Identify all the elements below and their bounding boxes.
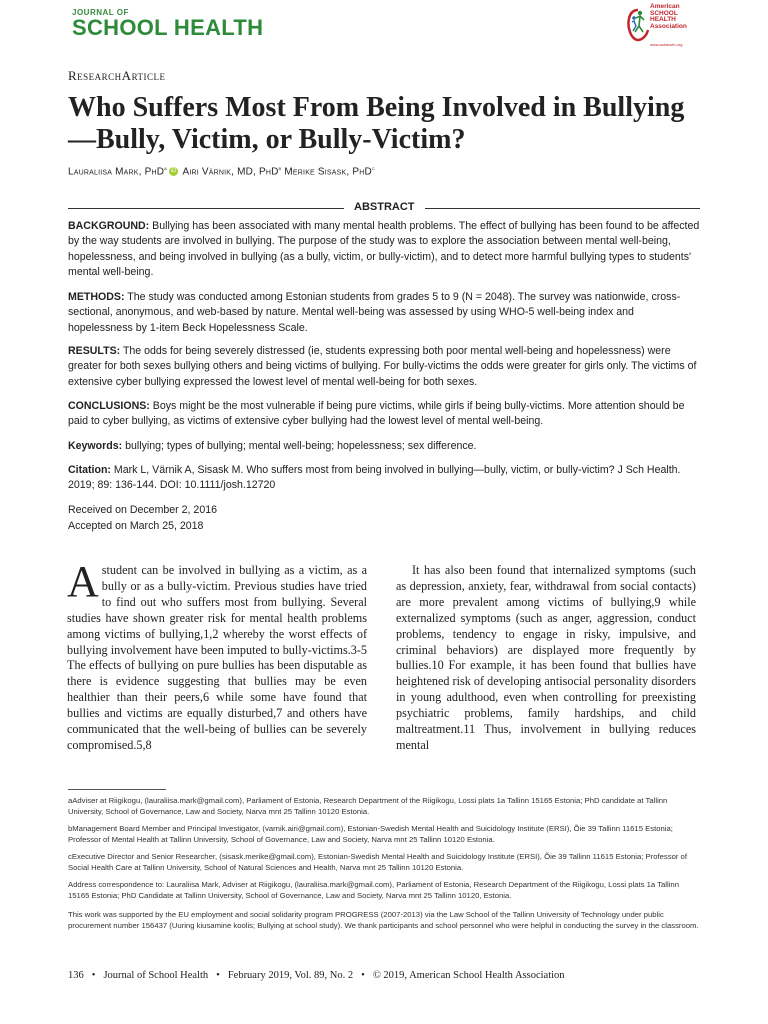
orcid-icon[interactable]: iD [170,168,177,175]
body-left-text: student can be involved in bullying as a victim, as a bully or as a bully-victim. Previous studies have tried to find out who suffers most from bullying. Several studies have shown greater risk for mental health problems among victims of bullying,1,2 whereby the worst effects of bullying involvement have been imputed to bully-victims.3-5 The effects of bullying on pure bullies has been disputable as there is evidence suggesting that bullies may be even healthier than their peers,6 while some have found that bullies and victims are equally disturbed,7 and others have communicated that the well-being of bullies can be severely compromised.5,8 [67,563,367,752]
background-label: BACKGROUND: [68,220,150,232]
journal-of-label: JOURNAL OF [72,8,129,17]
citation [68,463,700,494]
results-text: The odds for being severely distressed (ie, students expressing both poor mental well-being and hopelessness) were greater for both sexes bullying others and being victims of bullying. For bully-victims the odds were greater for girls only. The victims of extensive cyber bullying expressed the lowest level of mental well-being for both sexes. [68,345,697,388]
author-1: Lauraliisa Mark, PhD [68,166,165,178]
bullet-separator: • [216,970,220,981]
keywords-label: Keywords: [68,440,123,452]
conclusions-text: Boys might be the most vulnerable if being pure victims, while girls if being bully-victims. More attention should be paid to cyber bullying, as victims of extensive cyber bullying had the lowest level of mental well-being. [68,400,685,428]
citation-label: Citation: [68,464,111,476]
footer-copyright: © 2019, American School Health Association [372,970,565,981]
conclusions-label: CONCLUSIONS: [68,400,150,412]
methods-label: METHODS: [68,291,125,303]
author-2: Airi Värnik, MD, PhD [182,166,279,178]
article-title: Who Suffers Most From Being Involved in Bullying—Bully, Victim, or Bully-Victim? [68,92,685,155]
citation-text[interactable]: Mark L, Värnik A, Sisask M. Who suffers most from being involved in bullying—bully, victim, or bully-victim? J Sch Health. 2019; 89: 136-144. DOI: 10.1111/josh.12720 [68,464,681,492]
footnote-b: bManagement Board Member and Principal Investigator, (varnik.airi@gmail.com), Estonian-Swedish Mental Health and Suicidology Institute (ERSI), Õie 39 Tallinn 11615 Estonia; Professor of Mental Health at Tallinn University, School of Governance, Law and Society, Narva mnt 25 Tallinn 10120 Estonia. [68,824,673,845]
author-3: Merike Sisask, PhD [284,166,372,178]
keywords-text: bullying; types of bullying; mental well-being; hopelessness; sex difference. [122,440,477,452]
asha-name: American SCHOOL HEALTH Association [650,3,687,30]
keywords [68,439,700,454]
section-label: ResearchArticle [68,68,166,83]
bullet-separator: • [361,970,365,981]
footer-issue: February 2019, Vol. 89, No. 2 [227,970,354,981]
drop-cap: A [67,557,99,606]
abstract-heading: ABSTRACT [344,201,425,213]
journal-name: SCHOOL HEALTH [72,15,264,40]
footnote-divider [68,789,166,790]
accepted-date: Accepted on March 25, 2018 [68,520,204,532]
body-column-right [396,563,696,754]
body-column-left [67,557,367,754]
author-list [68,166,375,177]
methods-text: The study was conducted among Estonian students from grades 5 to 9 (N = 2048). The survey was nationwide, cross-sectional, anonymous, and web-based by nature. Mental well-being was assessed by using WHO-5 well-being index and hopelessness by 1-item Beck Hopelessness Scale. [68,291,681,334]
received-date: Received on December 2, 2016 [68,504,217,516]
page-number: 136 [68,970,84,981]
abstract-methods [68,290,700,336]
asha-logo [626,4,706,48]
bullet-separator: • [91,970,96,981]
results-label: RESULTS: [68,345,121,357]
abstract-background [68,219,700,281]
page-footer [68,970,565,981]
author-1-affiliation: a [164,166,168,172]
journal-logo [72,8,263,41]
correspondence-address: Address correspondence to: Lauraliisa Mark, Adviser at Riigikogu, (lauraliisa.mark@gmail.com), Parliament of Estonia, Research Department of the Riigikogu, Lossi plats 1a Tallinn 15165 Estonia; PhD Candidate at Tallinn University, School of Governance, Law and Society, Narva mnt 25 Tallinn 10120, Estonia. [68,880,679,901]
funding-note: This work was supported by the EU employment and social solidarity program PROGRESS (2007-2013) via the Law School of the Tallinn University of Technology under public procurement number 156437 (Uuring kiusamine koolis; Bullying at school study). We thank participants and school personnel who were helpful in conducting the survey in the classroom. [68,910,699,931]
author-2-affiliation: b [278,166,282,172]
footnote-c: cExecutive Director and Senior Researcher, (sisask.merike@gmail.com), Estonian-Swedish Mental Health and Suicidology Institute (ERSI), Õie 39 Tallinn 11615 Estonia; Professor of Social Health Care at Tallinn University, School of Natural Sciences and Health, Narva mnt 25 Tallinn 10120 Estonia. [68,852,687,873]
footer-journal: Journal of School Health [103,970,209,981]
background-text: Bullying has been associated with many mental health problems. The effect of bullying has been found to be affected by the way students are involved in bullying. The purpose of the study was to explore the association between mental well-being, hopelessness, and being involved in bullying (as a bully, victim, or bully-victim), and to detect more harmful bullying types to students' mental well-being. [68,220,700,279]
body-right-text: It has also been found that internalized symptoms (such as depression, anxiety, fear, withdrawal from social contacts) are more prevalent among victims of bullying,9 while externalized symptoms (such as anger, aggression, conduct problems, tendency to engage in risky, impulsive, and criminal behaviors) are displayed more frequently by bullies.10 For example, it has been found that bullies have heightened risk of developing antisocial personality disorders in young adulthood, even when controlling for preexisting psychiatric problems, family hardships, and child maltreatment.11 Thus, involvement in bullying reduces mental [396,563,696,752]
footnote-a: aAdviser at Riigikogu, (lauraliisa.mark@gmail.com), Parliament of Estonia, Research Department of the Riigikogu, Lossi plats 1a Tallinn 15165 Estonia; PhD candidate at Tallinn University, School of Governance, Law and Society, Narva mnt 25 Tallinn 10120 Estonia. [68,796,668,817]
author-3-affiliation: c [371,166,375,172]
asha-emblem-icon [626,4,650,44]
asha-url: www.ashaweb.org [650,42,683,47]
abstract-results [68,344,700,390]
abstract-conclusions [68,399,700,430]
